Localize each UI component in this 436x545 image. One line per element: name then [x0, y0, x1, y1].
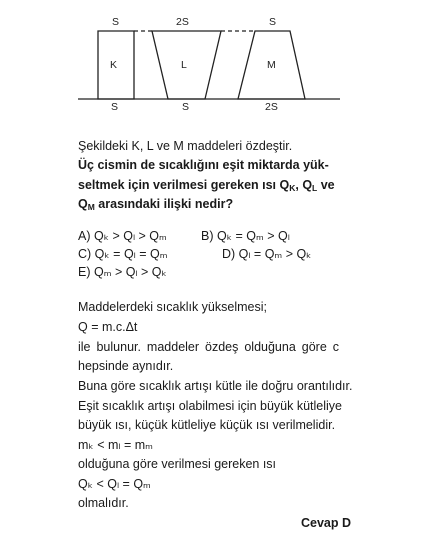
- prompt-line3-post: arasındaki ilişki nedir?: [94, 197, 234, 211]
- solution-line-9: olduğuna göre verilmesi gereken ısı: [78, 457, 277, 471]
- bottom-label-l: S: [182, 101, 190, 112]
- prompt-line3-sub: M: [87, 202, 95, 212]
- solution-formula: Q = m.c.Δt: [78, 320, 138, 334]
- solution-mass-relation: mₖ < mₗ = mₘ: [78, 438, 153, 452]
- solution-line-4: hepsinde aynıdır.: [78, 359, 174, 373]
- bottom-label-k: S: [111, 101, 119, 112]
- question-intro: Şekildeki K, L ve M maddeleri özdeştir.: [78, 139, 293, 153]
- answer-label: Cevap D: [301, 516, 352, 530]
- prompt-line2-sub2: L: [312, 183, 318, 193]
- solution-line-6: Eşit sıcaklık artışı olabilmesi için büyük kütleliye: [78, 399, 342, 413]
- body-label-m: M: [267, 59, 276, 71]
- solution-line-1: Maddelerdeki sıcaklık yükselmesi;: [78, 300, 267, 314]
- option-b: B) Qₖ = Qₘ > Qₗ: [201, 229, 290, 243]
- top-label-k: S: [112, 16, 120, 28]
- body-label-l: L: [181, 59, 187, 71]
- top-label-m: S: [269, 16, 277, 28]
- top-label-l: 2S: [176, 16, 189, 28]
- option-d: D) Qₗ = Qₘ > Qₖ: [222, 247, 312, 261]
- prompt-line2-pre: seltmek için verilmesi gereken ısı Q: [78, 178, 290, 192]
- question-prompt-line3: [78, 197, 233, 212]
- solution-line-7: büyük ısı, küçük kütleliye küçük ısı verilmelidir.: [78, 418, 336, 432]
- solution-line-3: ile bulunur. maddeler özdeş olduğuna göre c: [78, 340, 340, 354]
- body-label-k: K: [110, 59, 118, 71]
- solution-heat-relation: Qₖ < Qₗ = Qₘ: [78, 477, 151, 491]
- objects-figure: [0, 0, 436, 112]
- option-c: C) Qₖ = Qₗ = Qₘ: [78, 247, 168, 261]
- solution-line-11: olmalıdır.: [78, 496, 129, 510]
- prompt-line2-post: ve: [317, 178, 335, 192]
- question-prompt-line2: [78, 178, 335, 193]
- prompt-line3-pre: Q: [78, 197, 88, 211]
- prompt-line2-sub1: K: [289, 183, 296, 193]
- solution-line-5: Buna göre sıcaklık artışı kütle ile doğru orantılıdır.: [78, 379, 353, 393]
- question-prompt-line1: Üç cismin de sıcaklığını eşit miktarda yük-: [78, 158, 329, 172]
- option-e: E) Qₘ > Qₗ > Qₖ: [78, 265, 167, 279]
- bottom-label-m: 2S: [265, 101, 278, 112]
- option-a: A) Qₖ > Qₗ > Qₘ: [78, 229, 167, 243]
- prompt-line2-mid: , Q: [295, 178, 313, 192]
